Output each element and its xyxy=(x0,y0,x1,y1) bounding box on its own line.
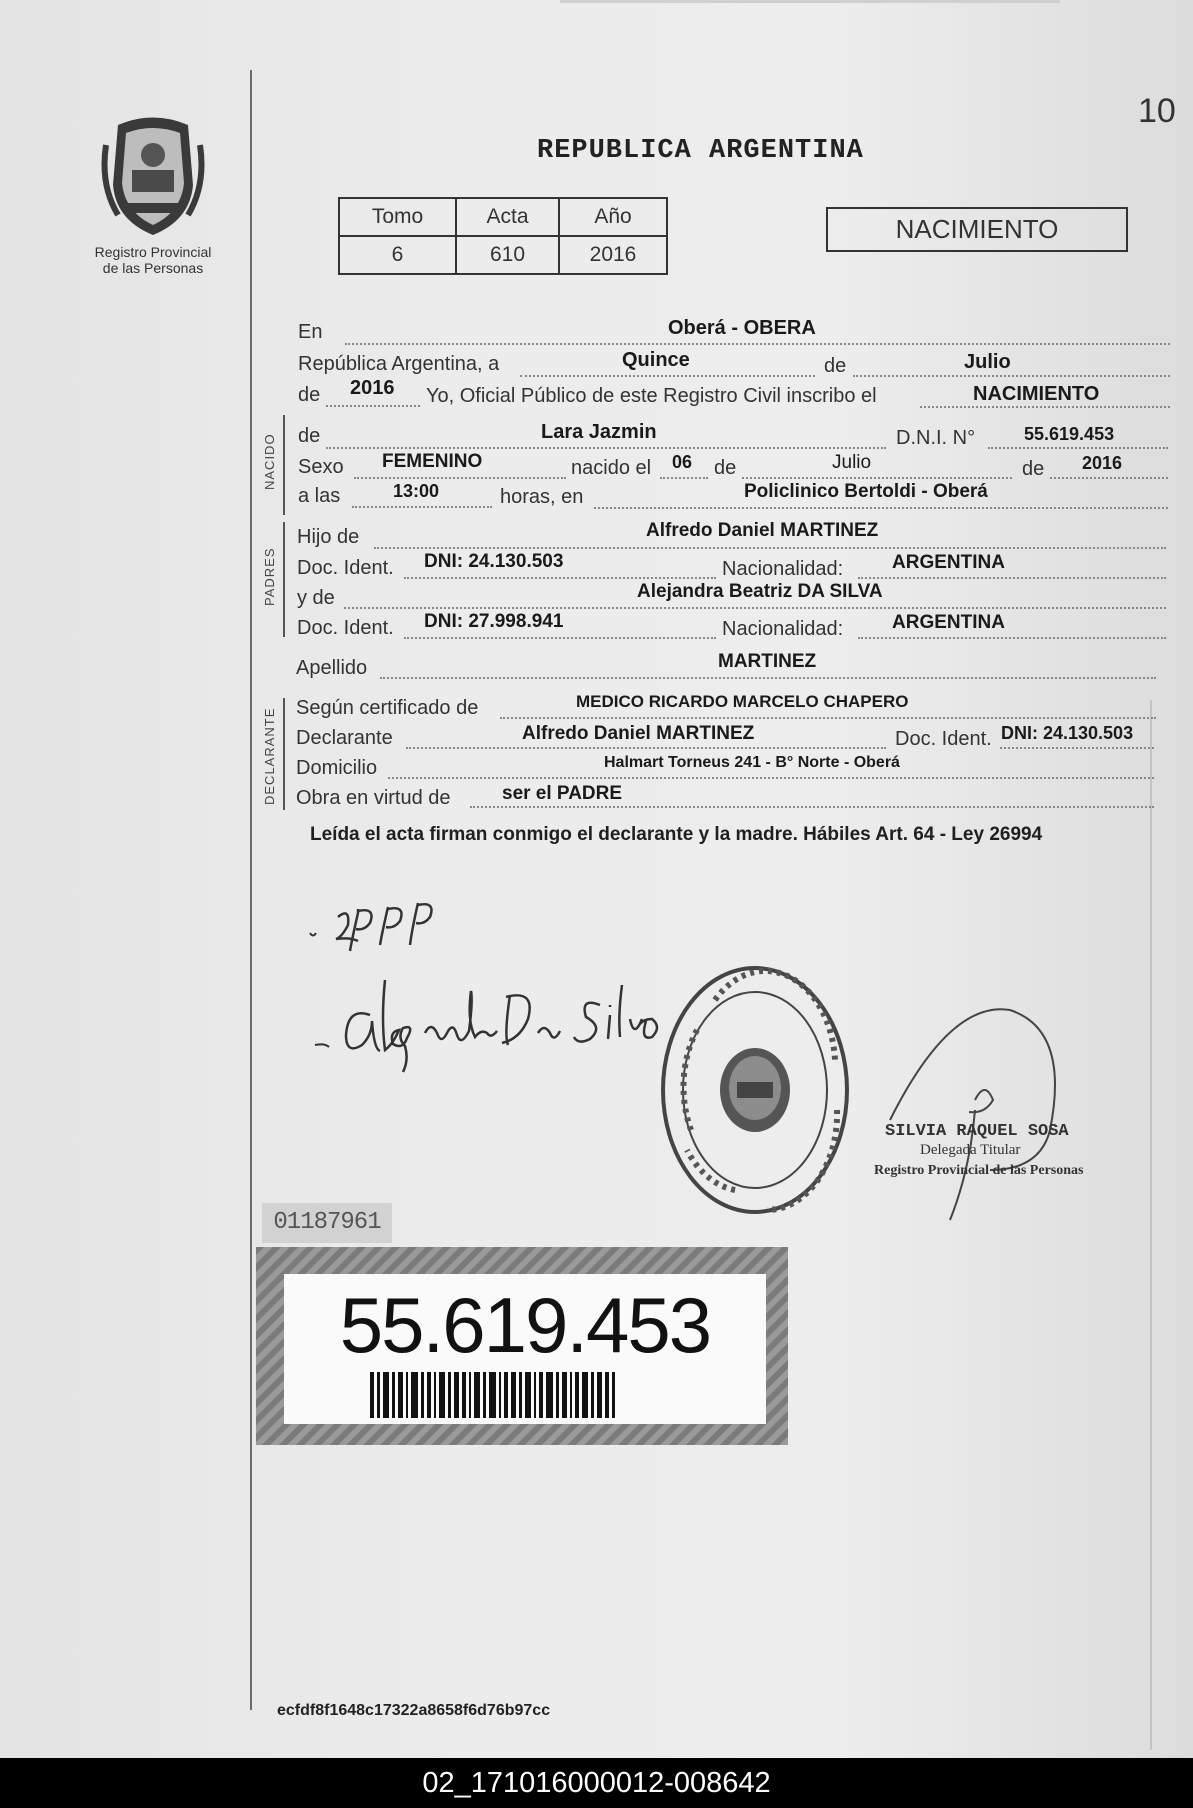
official-name: SILVIA RAQUEL SOSA xyxy=(885,1122,1069,1141)
value-lugar-nac: Policlinico Bertoldi - Oberá xyxy=(744,481,988,502)
signature-madre xyxy=(310,975,680,1075)
barcode-bars xyxy=(370,1372,680,1418)
dotted-line xyxy=(354,477,566,479)
header-anio: Año xyxy=(559,198,667,236)
value-declarante-doc: DNI: 24.130.503 xyxy=(1001,723,1134,743)
section-bracket xyxy=(283,698,285,810)
dotted-line xyxy=(404,637,716,639)
value-domicilio: Halmart Torneus 241 - B° Norte - Oberá xyxy=(604,754,900,771)
label-segun: Según certificado de xyxy=(296,697,479,719)
dotted-line xyxy=(404,577,716,579)
dotted-line xyxy=(380,677,1156,679)
official-role: Delegada Titular xyxy=(920,1142,1021,1158)
value-padre-doc: DNI: 24.130.503 xyxy=(424,551,564,572)
dotted-line xyxy=(742,477,1012,479)
dotted-line xyxy=(344,607,1166,609)
dotted-line xyxy=(326,405,420,407)
label-doc2: Doc. Ident. xyxy=(297,617,394,639)
section-bracket xyxy=(283,522,285,637)
dotted-line xyxy=(1000,747,1154,749)
registry-label: Registro Provincial de las Personas xyxy=(94,244,212,276)
record-type-box: NACIMIENTO xyxy=(826,207,1128,252)
value-dia: Quince xyxy=(622,349,690,371)
section-declarante: DECLARANTE xyxy=(262,707,277,805)
label-de-name: de xyxy=(298,425,321,447)
label-nac1: Nacionalidad: xyxy=(722,558,844,580)
value-mes-nac: Julio xyxy=(832,452,872,473)
value-anio-nac: 2016 xyxy=(1082,453,1123,473)
dotted-line xyxy=(470,806,1154,808)
document-title: REPUBLICA ARGENTINA xyxy=(537,136,864,166)
page-number: 10 xyxy=(1138,92,1176,130)
label-de: de xyxy=(824,355,847,377)
section-bracket xyxy=(283,415,285,515)
section-padres: PADRES xyxy=(262,547,277,606)
label-de-year: de xyxy=(298,384,321,406)
dotted-line xyxy=(858,577,1166,579)
header-acta: Acta xyxy=(456,198,559,236)
value-acta: 610 xyxy=(456,236,559,274)
value-madre-nac: ARGENTINA xyxy=(892,612,1005,633)
dotted-line xyxy=(500,717,1156,719)
dotted-line xyxy=(1050,477,1168,479)
value-dia-nac: 06 xyxy=(672,452,693,472)
value-dni: 55.619.453 xyxy=(1024,424,1115,444)
official-office: Registro Provincial de las Personas xyxy=(874,1163,1084,1178)
record-table xyxy=(338,197,668,275)
official-seal-stamp xyxy=(655,960,855,1220)
signature-official xyxy=(880,1000,1090,1230)
value-padre: Alfredo Daniel MARTINEZ xyxy=(646,520,879,541)
label-yo: Yo, Oficial Público de este Registro Civil inscribo el xyxy=(426,385,877,407)
dotted-line xyxy=(345,343,1170,345)
value-obra: ser el PADRE xyxy=(502,783,623,804)
value-anio: 2016 xyxy=(350,377,395,399)
top-edge xyxy=(560,0,1060,3)
label-republica: República Argentina, a xyxy=(298,353,500,375)
dotted-line xyxy=(594,507,1168,509)
barcode-panel xyxy=(284,1274,766,1424)
dotted-line xyxy=(858,637,1166,639)
registry-logo xyxy=(98,115,208,240)
value-padre-nac: ARGENTINA xyxy=(892,552,1005,573)
value-tipo: NACIMIENTO xyxy=(973,383,1100,405)
serial-number: 01187961 xyxy=(262,1203,392,1243)
label-nac2: Nacionalidad: xyxy=(722,618,844,640)
label-apellido: Apellido xyxy=(296,657,368,679)
dotted-line xyxy=(374,547,1166,549)
label-domicilio: Domicilio xyxy=(296,757,378,779)
dotted-line xyxy=(660,477,708,479)
label-de2: de xyxy=(714,457,737,479)
document-hash: ecfdf8f1648c17322a8658f6d76b97cc xyxy=(277,1702,551,1719)
right-edge-line xyxy=(1150,700,1152,1750)
label-sexo: Sexo xyxy=(298,456,344,478)
value-madre-doc: DNI: 27.998.941 xyxy=(424,611,564,632)
value-tomo: 6 xyxy=(339,236,456,274)
legal-note: Leída el acta firman conmigo el declarante y la madre. Hábiles Art. 64 - Ley 26994 xyxy=(310,824,1043,845)
section-nacido: NACIDO xyxy=(262,433,277,490)
margin-line xyxy=(250,70,252,1710)
dotted-line xyxy=(520,375,815,377)
label-dni: D.N.I. N° xyxy=(896,427,976,449)
value-sexo: FEMENINO xyxy=(382,451,483,472)
dotted-line xyxy=(853,375,1170,377)
label-doc3: Doc. Ident. xyxy=(895,728,992,750)
value-hora: 13:00 xyxy=(393,481,440,501)
value-mes: Julio xyxy=(964,351,1011,373)
label-y-de: y de xyxy=(297,587,335,609)
label-a-las: a las xyxy=(298,485,341,507)
value-apellido: MARTINEZ xyxy=(718,651,817,672)
signature-declarante xyxy=(300,895,470,975)
header-tomo: Tomo xyxy=(339,198,456,236)
label-de3: de xyxy=(1022,458,1045,480)
label-obra: Obra en virtud de xyxy=(296,787,451,809)
label-en: En xyxy=(298,321,323,343)
value-declarante: Alfredo Daniel MARTINEZ xyxy=(522,723,755,744)
dotted-line xyxy=(352,506,492,508)
dotted-line xyxy=(988,447,1168,449)
value-anio: 2016 xyxy=(559,236,667,274)
label-nacido-el: nacido el xyxy=(571,457,652,479)
value-certificado: MEDICO RICARDO MARCELO CHAPERO xyxy=(576,692,909,711)
barcode-label xyxy=(256,1247,788,1445)
value-madre: Alejandra Beatriz DA SILVA xyxy=(637,581,883,602)
footer-id: 02_171016000012-008642 xyxy=(0,1758,1193,1808)
dotted-line xyxy=(920,406,1170,408)
dotted-line xyxy=(326,447,886,449)
value-nombre: Lara Jazmin xyxy=(541,421,657,443)
label-doc1: Doc. Ident. xyxy=(297,557,394,579)
label-declarante: Declarante xyxy=(296,727,393,749)
value-lugar: Oberá - OBERA xyxy=(668,317,816,339)
dotted-line xyxy=(406,747,886,749)
label-horas-en: horas, en xyxy=(500,486,584,508)
dotted-line xyxy=(388,777,1154,779)
barcode-number: 55.619.453 xyxy=(339,1281,711,1369)
label-hijo-de: Hijo de xyxy=(297,526,360,548)
